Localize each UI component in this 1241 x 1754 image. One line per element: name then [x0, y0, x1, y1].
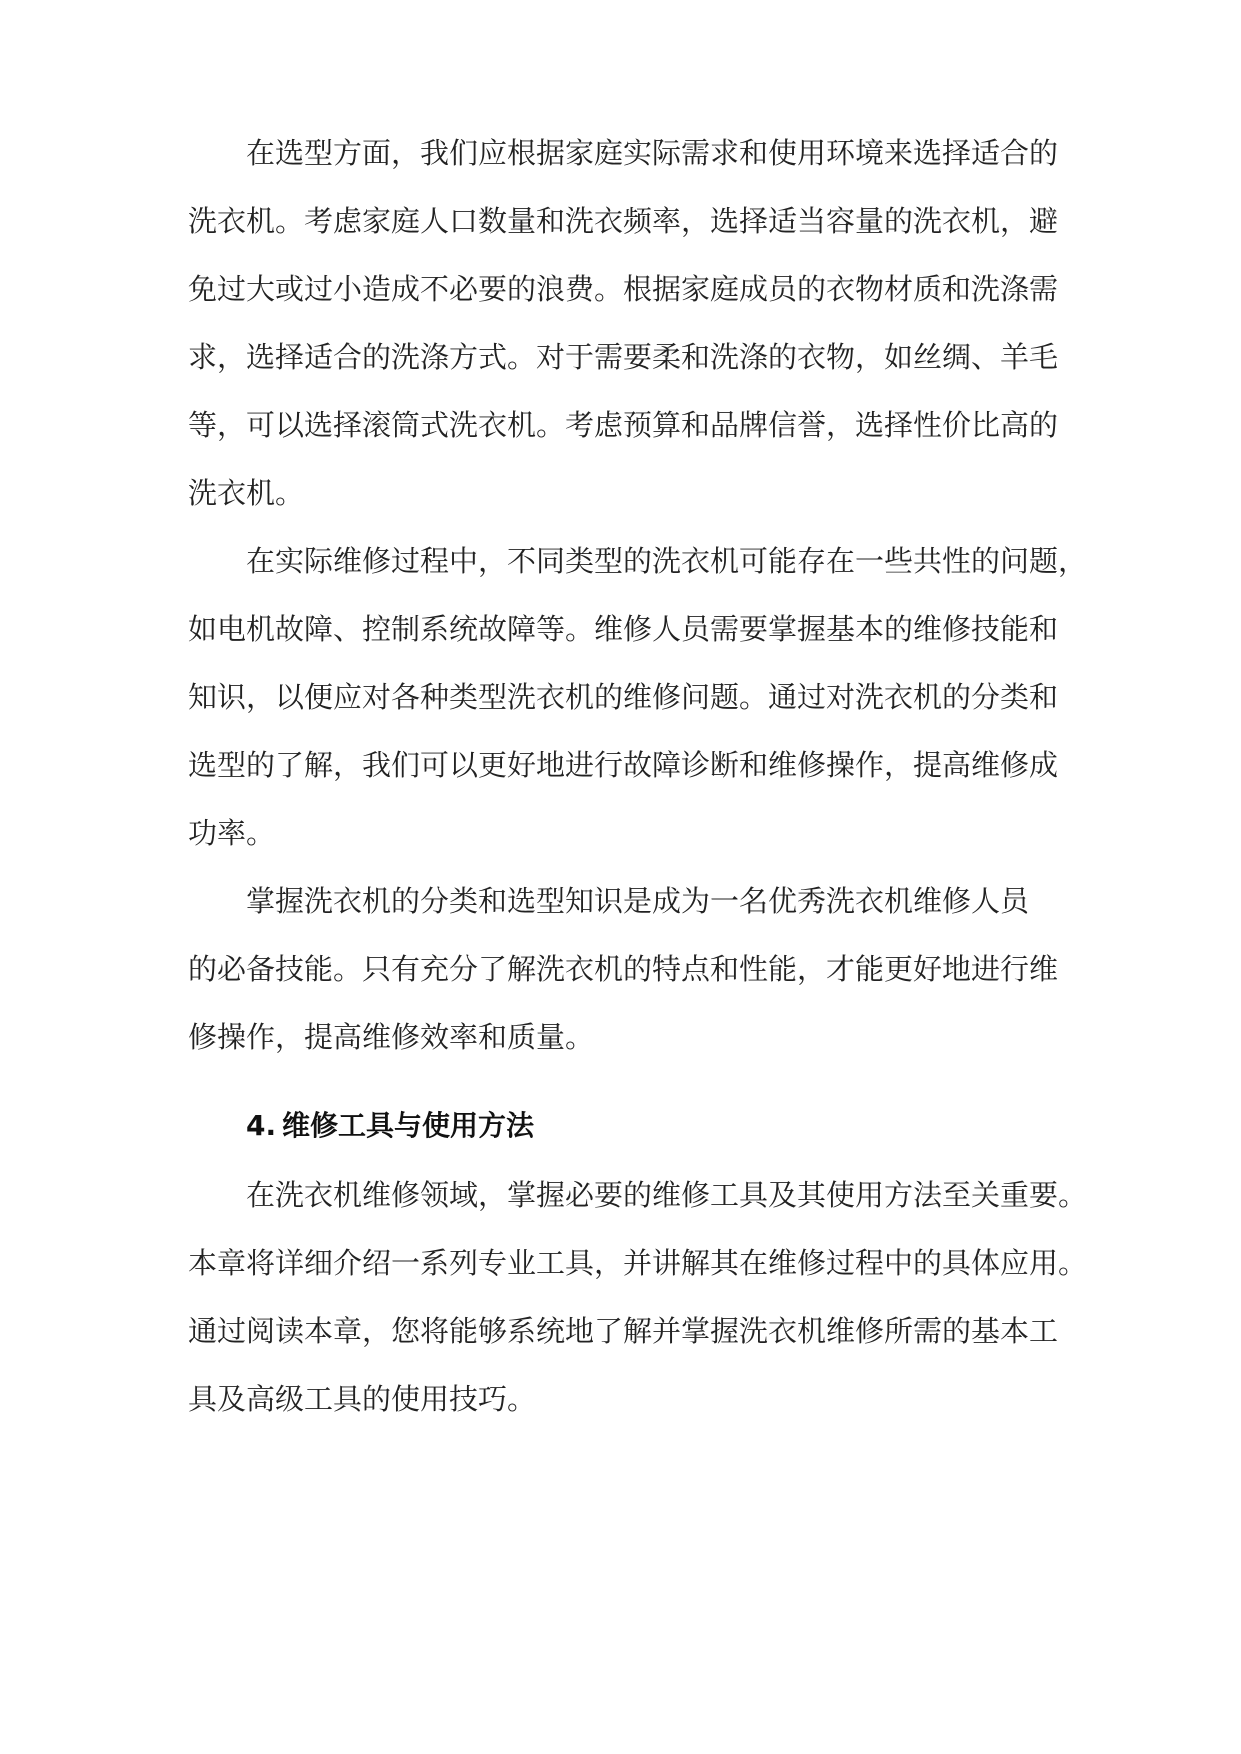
section-number: 4. [246, 1109, 277, 1142]
paragraph-1-line-4: 求，选择适合的洗涤方式。对于需要柔和洗涤的衣物，如丝绸、羊毛 [188, 340, 1059, 374]
paragraph-1-line-5: 等，可以选择滚筒式洗衣机。考虑预算和品牌信誉，选择性价比高的 [188, 408, 1059, 442]
paragraph-1-line-3: 免过大或过小造成不必要的浪费。根据家庭成员的衣物材质和洗涤需 [188, 272, 1059, 306]
paragraph-2-line-4: 选型的了解，我们可以更好地进行故障诊断和维修操作，提高维修成 [188, 748, 1059, 782]
section-title: 维修工具与使用方法 [282, 1109, 535, 1142]
paragraph-2-line-1: 在实际维修过程中，不同类型的洗衣机可能存在一些共性的问题， [246, 544, 1088, 578]
section-paragraph-line-3: 通过阅读本章，您将能够系统地了解并掌握洗衣机维修所需的基本工 [188, 1314, 1059, 1348]
paragraph-1-line-2: 洗衣机。考虑家庭人口数量和洗衣频率，选择适当容量的洗衣机，避 [188, 204, 1059, 238]
paragraph-2-line-2: 如电机故障、控制系统故障等。维修人员需要掌握基本的维修技能和 [188, 612, 1059, 646]
paragraph-3-line-3: 修操作，提高维修效率和质量。 [188, 1020, 595, 1054]
paragraph-3-line-2: 的必备技能。只有充分了解洗衣机的特点和性能，才能更好地进行维 [188, 952, 1059, 986]
paragraph-2-line-3: 知识，以便应对各种类型洗衣机的维修问题。通过对洗衣机的分类和 [188, 680, 1059, 714]
paragraph-1-line-1: 在选型方面，我们应根据家庭实际需求和使用环境来选择适合的 [246, 136, 1059, 170]
section-paragraph-line-4: 具及高级工具的使用技巧。 [188, 1382, 537, 1416]
section-heading [246, 1101, 534, 1151]
section-paragraph-line-2: 本章将详细介绍一系列专业工具，并讲解其在维修过程中的具体应用。 [188, 1246, 1088, 1280]
paragraph-1-line-6: 洗衣机。 [188, 476, 305, 510]
paragraph-2-line-5: 功率。 [188, 816, 276, 850]
section-paragraph-line-1: 在洗衣机维修领域，掌握必要的维修工具及其使用方法至关重要。 [246, 1178, 1088, 1212]
paragraph-3-line-1: 掌握洗衣机的分类和选型知识是成为一名优秀洗衣机维修人员 [246, 884, 1030, 918]
